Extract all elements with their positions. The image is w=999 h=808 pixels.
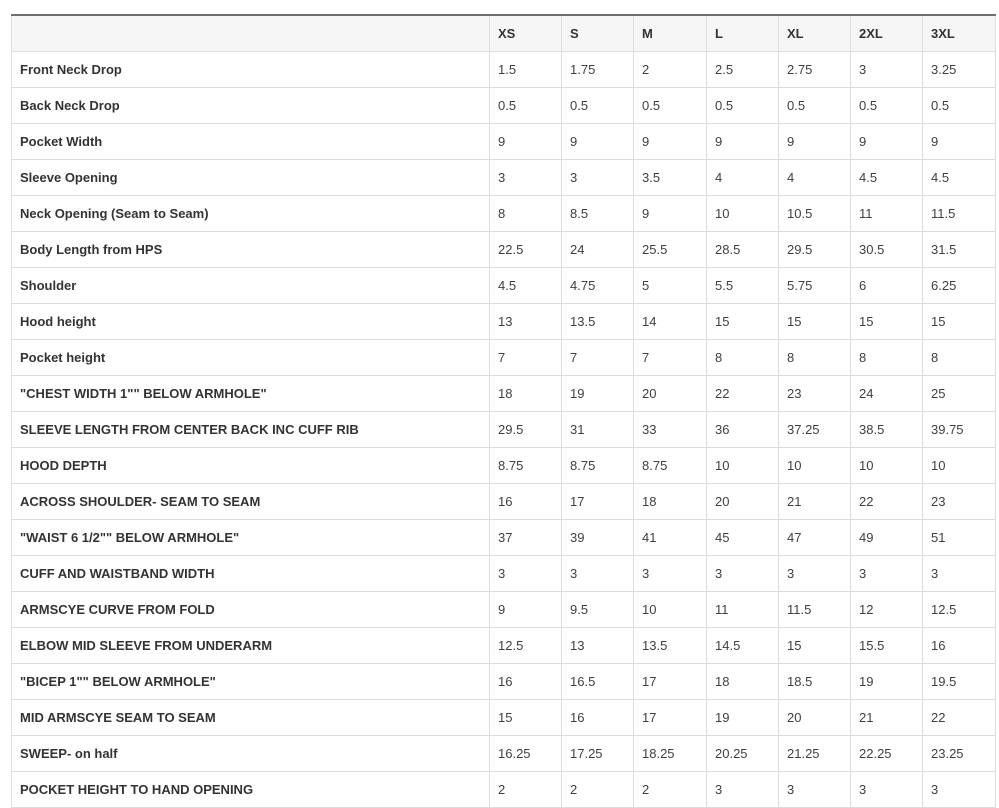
measurement-value: 10: [923, 448, 996, 484]
measurement-value: 10: [851, 448, 923, 484]
size-header-xl: XL: [779, 15, 851, 52]
measurement-value: 0.5: [562, 88, 634, 124]
measurement-value: 2: [562, 772, 634, 808]
measurement-value: 5.75: [779, 268, 851, 304]
measurement-value: 0.5: [923, 88, 996, 124]
measurement-value: 37: [490, 520, 562, 556]
table-row: [12, 700, 996, 736]
measurement-value: 8: [923, 340, 996, 376]
measurement-value: 8: [707, 340, 779, 376]
size-header-3xl: 3XL: [923, 15, 996, 52]
measurement-value: 8: [490, 196, 562, 232]
table-row: [12, 520, 996, 556]
measurement-value: 0.5: [707, 88, 779, 124]
measurement-value: 5.5: [707, 268, 779, 304]
table-row: [12, 412, 996, 448]
measurement-label: Neck Opening (Seam to Seam): [12, 196, 490, 232]
measurement-value: 1.5: [490, 52, 562, 88]
measurement-value: 3.5: [634, 160, 707, 196]
table-row: [12, 304, 996, 340]
measurement-value: 8.75: [562, 448, 634, 484]
measurement-value: 17.25: [562, 736, 634, 772]
measurement-value: 22.5: [490, 232, 562, 268]
measurement-value: 4.5: [923, 160, 996, 196]
measurement-label: "WAIST 6 1/2"" BELOW ARMHOLE": [12, 520, 490, 556]
measurement-value: 36: [707, 412, 779, 448]
table-row: [12, 124, 996, 160]
measurement-value: 18: [490, 376, 562, 412]
measurement-value: 19: [707, 700, 779, 736]
measurement-value: 37.25: [779, 412, 851, 448]
measurement-value: 17: [562, 484, 634, 520]
measurement-label: "BICEP 1"" BELOW ARMHOLE": [12, 664, 490, 700]
measurement-value: 3: [707, 772, 779, 808]
measurement-label: Body Length from HPS: [12, 232, 490, 268]
measurement-value: 13: [490, 304, 562, 340]
table-row: [12, 52, 996, 88]
measurement-value: 3: [851, 52, 923, 88]
corner-header-cell: [12, 15, 490, 52]
table-header: [12, 15, 996, 52]
table-row: [12, 88, 996, 124]
measurement-value: 49: [851, 520, 923, 556]
measurement-value: 2: [490, 772, 562, 808]
measurement-label: HOOD DEPTH: [12, 448, 490, 484]
measurement-value: 12: [851, 592, 923, 628]
measurement-label: Pocket Width: [12, 124, 490, 160]
table-row: [12, 772, 996, 808]
measurement-value: 15: [779, 628, 851, 664]
measurement-value: 10: [779, 448, 851, 484]
measurement-value: 9: [490, 124, 562, 160]
measurement-value: 3: [490, 160, 562, 196]
measurement-value: 13.5: [634, 628, 707, 664]
measurement-value: 0.5: [634, 88, 707, 124]
measurement-value: 45: [707, 520, 779, 556]
measurement-value: 29.5: [490, 412, 562, 448]
measurement-label: ARMSCYE CURVE FROM FOLD: [12, 592, 490, 628]
measurement-value: 4.5: [490, 268, 562, 304]
measurement-value: 17: [634, 700, 707, 736]
measurement-label: CUFF AND WAISTBAND WIDTH: [12, 556, 490, 592]
measurement-value: 12.5: [923, 592, 996, 628]
measurement-value: 13.5: [562, 304, 634, 340]
measurement-value: 33: [634, 412, 707, 448]
measurement-value: 0.5: [490, 88, 562, 124]
measurement-value: 31: [562, 412, 634, 448]
measurement-value: 9: [634, 124, 707, 160]
measurement-value: 51: [923, 520, 996, 556]
measurement-value: 38.5: [851, 412, 923, 448]
measurement-value: 14: [634, 304, 707, 340]
measurement-value: 23.25: [923, 736, 996, 772]
measurement-value: 7: [634, 340, 707, 376]
measurement-value: 1.75: [562, 52, 634, 88]
table-row: [12, 736, 996, 772]
size-header-s: S: [562, 15, 634, 52]
size-chart-container: [11, 14, 995, 808]
measurement-value: 20: [707, 484, 779, 520]
measurement-value: 3.25: [923, 52, 996, 88]
measurement-value: 20.25: [707, 736, 779, 772]
measurement-value: 3: [634, 556, 707, 592]
measurement-value: 14.5: [707, 628, 779, 664]
measurement-value: 11: [707, 592, 779, 628]
measurement-value: 21.25: [779, 736, 851, 772]
table-row: [12, 268, 996, 304]
measurement-value: 10.5: [779, 196, 851, 232]
measurement-value: 18.5: [779, 664, 851, 700]
measurement-label: Back Neck Drop: [12, 88, 490, 124]
measurement-value: 10: [707, 448, 779, 484]
measurement-value: 3: [923, 556, 996, 592]
measurement-label: Pocket height: [12, 340, 490, 376]
measurement-value: 41: [634, 520, 707, 556]
measurement-label: POCKET HEIGHT TO HAND OPENING: [12, 772, 490, 808]
measurement-value: 15.5: [851, 628, 923, 664]
measurement-value: 11: [851, 196, 923, 232]
measurement-value: 23: [779, 376, 851, 412]
measurement-value: 10: [707, 196, 779, 232]
measurement-label: SLEEVE LENGTH FROM CENTER BACK INC CUFF RIB: [12, 412, 490, 448]
measurement-value: 24: [851, 376, 923, 412]
measurement-value: 21: [779, 484, 851, 520]
table-row: [12, 628, 996, 664]
measurement-value: 22.25: [851, 736, 923, 772]
measurement-label: "CHEST WIDTH 1"" BELOW ARMHOLE": [12, 376, 490, 412]
table-row: [12, 448, 996, 484]
measurement-value: 15: [851, 304, 923, 340]
measurement-value: 22: [707, 376, 779, 412]
table-row: [12, 484, 996, 520]
measurement-value: 3: [562, 160, 634, 196]
measurement-value: 12.5: [490, 628, 562, 664]
table-row: [12, 232, 996, 268]
measurement-value: 10: [634, 592, 707, 628]
measurement-value: 3: [707, 556, 779, 592]
table-row: [12, 664, 996, 700]
measurement-value: 19: [851, 664, 923, 700]
measurement-value: 15: [490, 700, 562, 736]
measurement-value: 31.5: [923, 232, 996, 268]
measurement-value: 47: [779, 520, 851, 556]
measurement-value: 25.5: [634, 232, 707, 268]
measurement-value: 18.25: [634, 736, 707, 772]
measurement-label: SWEEP- on half: [12, 736, 490, 772]
table-row: [12, 592, 996, 628]
measurement-value: 8.75: [490, 448, 562, 484]
measurement-value: 16: [562, 700, 634, 736]
size-header-xs: XS: [490, 15, 562, 52]
measurement-value: 22: [923, 700, 996, 736]
measurement-value: 7: [490, 340, 562, 376]
measurement-value: 3: [851, 772, 923, 808]
header-row: [12, 15, 996, 52]
measurement-value: 18: [634, 484, 707, 520]
measurement-value: 9: [779, 124, 851, 160]
table-row: [12, 376, 996, 412]
measurement-value: 19: [562, 376, 634, 412]
measurement-value: 25: [923, 376, 996, 412]
measurement-value: 9.5: [562, 592, 634, 628]
measurement-label: MID ARMSCYE SEAM TO SEAM: [12, 700, 490, 736]
measurement-value: 3: [851, 556, 923, 592]
measurement-value: 20: [779, 700, 851, 736]
measurement-value: 16.25: [490, 736, 562, 772]
measurement-value: 9: [490, 592, 562, 628]
measurement-value: 3: [779, 556, 851, 592]
measurement-value: 9: [923, 124, 996, 160]
measurement-value: 13: [562, 628, 634, 664]
measurement-value: 6: [851, 268, 923, 304]
measurement-label: Hood height: [12, 304, 490, 340]
size-header-m: M: [634, 15, 707, 52]
measurement-value: 0.5: [779, 88, 851, 124]
measurement-value: 4.5: [851, 160, 923, 196]
measurement-value: 20: [634, 376, 707, 412]
measurement-value: 16.5: [562, 664, 634, 700]
measurement-value: 19.5: [923, 664, 996, 700]
size-chart-table: [11, 14, 996, 808]
measurement-value: 9: [562, 124, 634, 160]
measurement-value: 2.75: [779, 52, 851, 88]
measurement-value: 2: [634, 52, 707, 88]
measurement-value: 3: [923, 772, 996, 808]
table-row: [12, 340, 996, 376]
measurement-value: 29.5: [779, 232, 851, 268]
measurement-value: 5: [634, 268, 707, 304]
table-row: [12, 556, 996, 592]
measurement-value: 28.5: [707, 232, 779, 268]
measurement-value: 2.5: [707, 52, 779, 88]
measurement-value: 15: [923, 304, 996, 340]
measurement-value: 24: [562, 232, 634, 268]
measurement-value: 9: [634, 196, 707, 232]
measurement-label: Shoulder: [12, 268, 490, 304]
measurement-value: 16: [923, 628, 996, 664]
measurement-value: 15: [707, 304, 779, 340]
measurement-value: 11.5: [923, 196, 996, 232]
measurement-label: Front Neck Drop: [12, 52, 490, 88]
measurement-value: 8: [779, 340, 851, 376]
measurement-value: 8.5: [562, 196, 634, 232]
size-header-2xl: 2XL: [851, 15, 923, 52]
measurement-value: 18: [707, 664, 779, 700]
size-header-l: L: [707, 15, 779, 52]
measurement-label: ELBOW MID SLEEVE FROM UNDERARM: [12, 628, 490, 664]
measurement-value: 8: [851, 340, 923, 376]
measurement-value: 22: [851, 484, 923, 520]
measurement-value: 6.25: [923, 268, 996, 304]
measurement-label: Sleeve Opening: [12, 160, 490, 196]
measurement-value: 4: [779, 160, 851, 196]
measurement-value: 2: [634, 772, 707, 808]
measurement-value: 9: [707, 124, 779, 160]
table-row: [12, 160, 996, 196]
measurement-value: 9: [851, 124, 923, 160]
measurement-value: 0.5: [851, 88, 923, 124]
measurement-value: 15: [779, 304, 851, 340]
measurement-value: 11.5: [779, 592, 851, 628]
measurement-value: 16: [490, 484, 562, 520]
measurement-value: 39.75: [923, 412, 996, 448]
measurement-value: 30.5: [851, 232, 923, 268]
measurement-value: 21: [851, 700, 923, 736]
measurement-value: 3: [490, 556, 562, 592]
measurement-value: 16: [490, 664, 562, 700]
measurement-value: 4: [707, 160, 779, 196]
measurement-value: 8.75: [634, 448, 707, 484]
measurement-value: 23: [923, 484, 996, 520]
measurement-value: 3: [779, 772, 851, 808]
table-row: [12, 196, 996, 232]
measurement-value: 7: [562, 340, 634, 376]
table-body: [12, 52, 996, 808]
measurement-value: 3: [562, 556, 634, 592]
measurement-value: 39: [562, 520, 634, 556]
measurement-value: 4.75: [562, 268, 634, 304]
measurement-label: ACROSS SHOULDER- SEAM TO SEAM: [12, 484, 490, 520]
measurement-value: 17: [634, 664, 707, 700]
